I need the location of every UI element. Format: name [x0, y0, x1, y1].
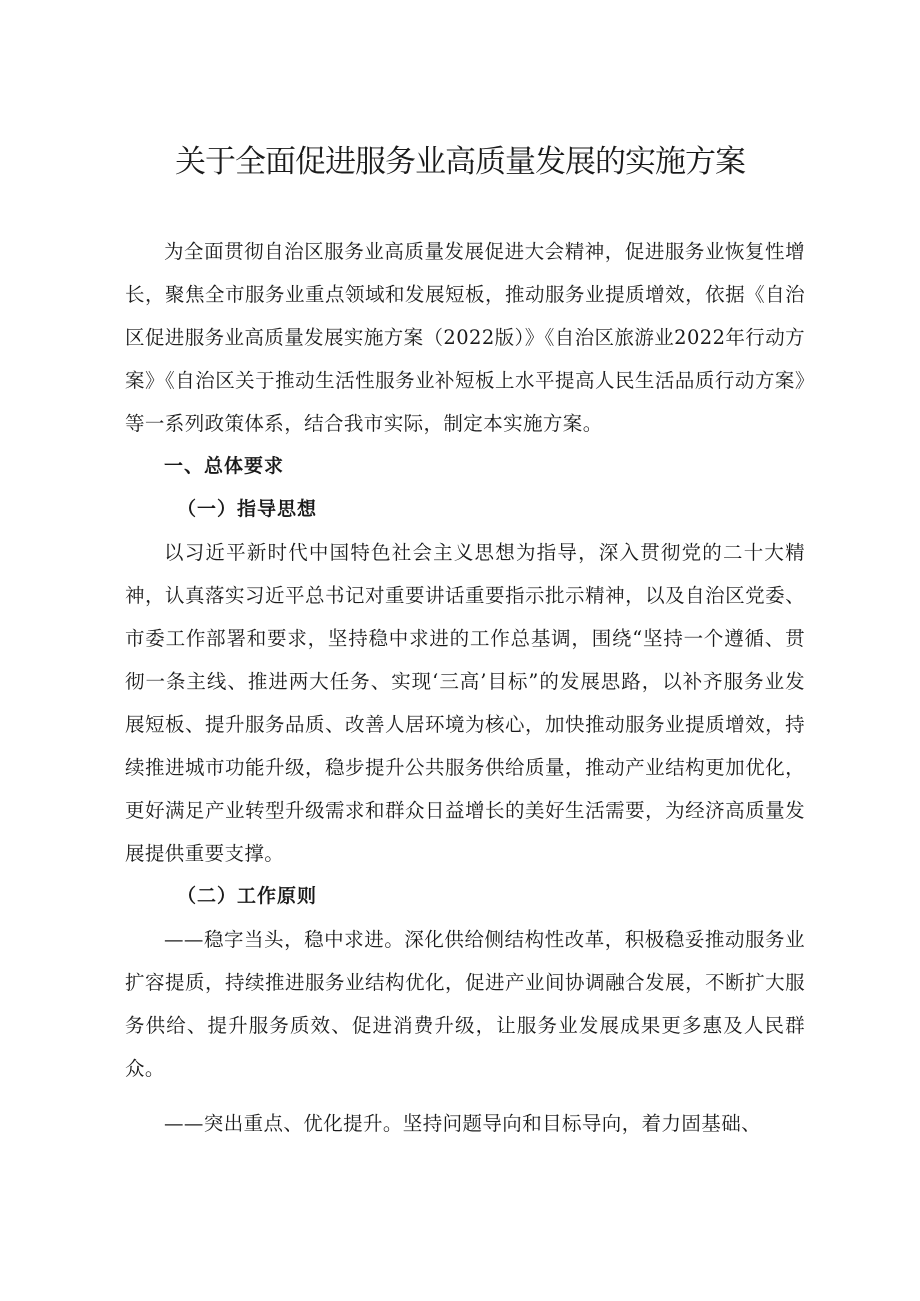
guiding-ideology-paragraph: 以习近平新时代中国特色社会主义思想为指导，深入贯彻党的二十大精神，认真落实习近平总书记对重要讲话重要指示批示精神，以及自治区党委、市委工作部署和要求，坚持稳中求进的工作总基调，围绕“坚持一个遵循、贯彻一条主线、推进两大任务、实现‘三高’目标”的发展思路，以补齐服务业发展短板、提升服务品质、改善人居环境为核心，加快推动服务业提质增效，持续推进城市功能升级，稳步提升公共服务供给质量，推动产业结构更加优化，更好满足产业转型升级需求和群众日益增长的美好生活需要，为经济高质量发展提供重要支撑。 [125, 541, 805, 865]
document-title: 关于全面促进服务业高质量发展的实施方案 [175, 144, 745, 180]
intro-paragraph: 为全面贯彻自治区服务业高质量发展促进大会精神，促进服务业恢复性增长，聚焦全市服务业重点领域和发展短板，推动服务业提质增效，依据《自治区促进服务业高质量发展实施方案（2022版）》《自治区旅游业2022年行动方案》《自治区关于推动生活性服务业补短板上水平提高人民生活品质行动方案》等一系列政策体系，结合我市实际，制定本实施方案。 [125, 240, 805, 435]
section-heading-general-requirements: 一、总体要求 [164, 455, 285, 477]
principle-paragraph-2: ——突出重点、优化提升。坚持问题导向和目标导向，着力固基础、 [164, 1112, 762, 1135]
subsection-heading-guiding-ideology: （一）指导思想 [177, 498, 318, 520]
paragraph-gap [125, 1090, 805, 1102]
document-body [125, 230, 805, 1145]
principle-paragraph-1: ——稳字当头，稳中求进。深化供给侧结构性改革，积极稳妥推动服务业扩容提质，持续推进服务业结构优化，促进产业间协调融合发展，不断扩大服务供给、提升服务质效、促进消费升级，让服务业发展成果更多惠及人民群众。 [125, 928, 805, 1080]
subsection-heading-work-principles: （二）工作原则 [177, 885, 318, 907]
